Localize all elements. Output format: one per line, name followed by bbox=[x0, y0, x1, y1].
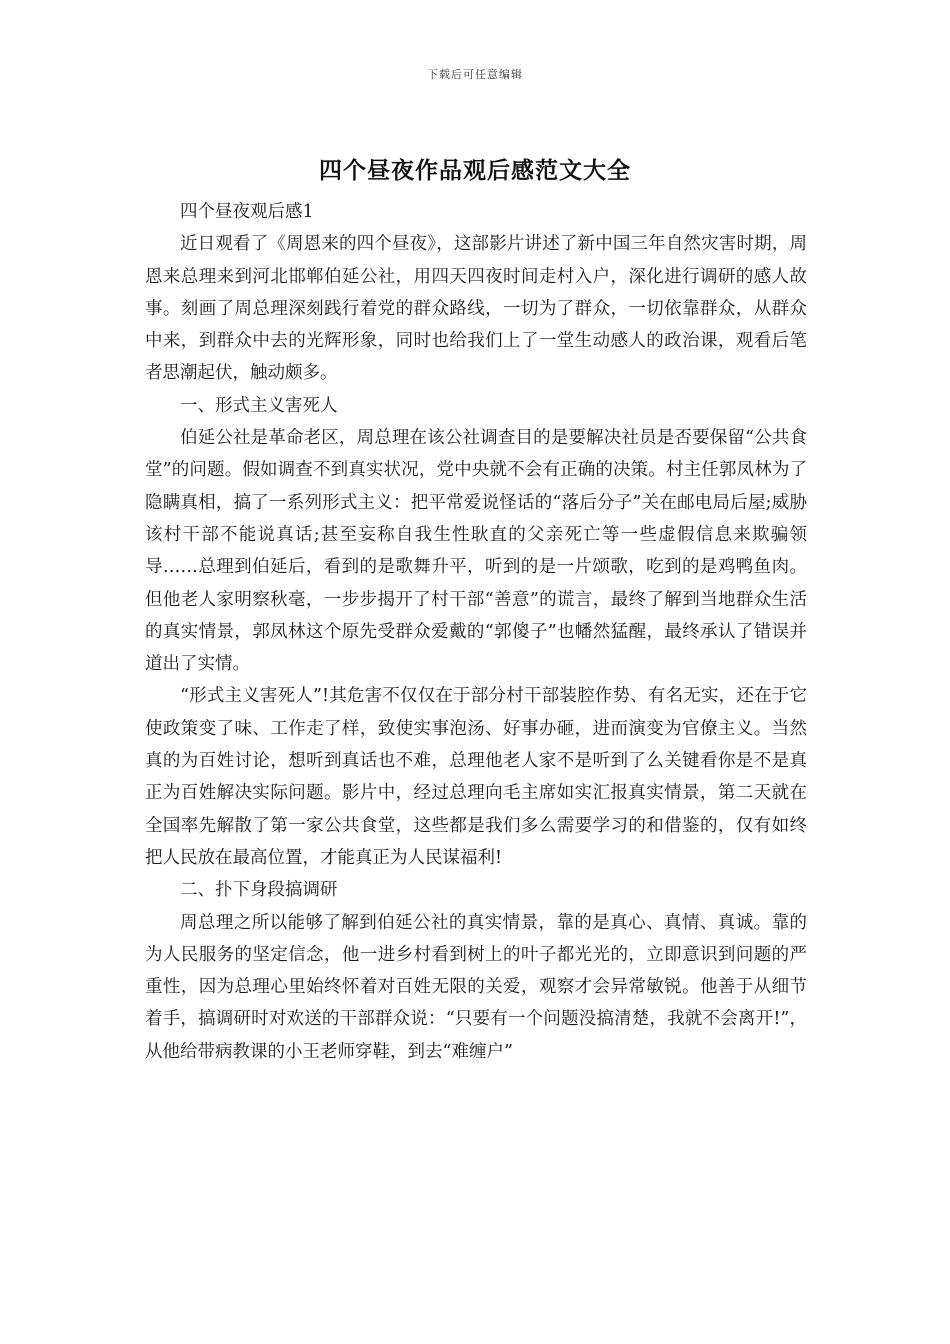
document-body bbox=[145, 196, 807, 1068]
body-paragraph: “形式主义害死人”!其危害不仅仅在于部分村干部装腔作势、有名无实，还在于它使政策变了味、工作走了样，致使实事泡汤、好事办砸，进而演变为官僚主义。当然真的为百姓讨论，想听到真话也不难，总理他老人家不是听到了么关键看你是不是真正为百姓解决实际问题。影片中，经过总理向毛主席如实汇报真实情景，第二天就在全国率先解散了第一家公共食堂，这些都是我们多么需要学习的和借鉴的，仅有如终把人民放在最高位置，才能真正为人民谋福利! bbox=[145, 686, 807, 868]
section-subtitle: 四个昼夜观后感1 bbox=[180, 202, 314, 222]
section-heading: 二、扑下身段搞调研 bbox=[180, 880, 338, 901]
body-paragraph: 伯延公社是革命老区，周总理在该公社调查目的是要解决社员是否要保留“公共食堂”的问题。假如调查不到真实状况，党中央就不会有正确的决策。村主任郭凤林为了隐瞒真相，搞了一系列形式主义：把平常爱说怪话的“落后分子”关在邮电局后屋;威胁该村干部不能说真话;甚至妄称自我生性耿直的父亲死亡等一些虚假信息来欺骗领导……总理到伯延后，看到的是歌舞升平，听到的是一片颂歌，吃到的是鸡鸭鱼肉。但他老人家明察秋毫，一步步揭开了村干部“善意”的谎言，最终了解到当地群众生活的真实情景，郭凤林这个原先受群众爱戴的“郭傻子”也幡然猛醒，最终承认了错误并道出了实情。 bbox=[145, 428, 807, 675]
body-paragraph: 周总理之所以能够了解到伯延公社的真实情景，靠的是真心、真情、真诚。靠的为人民服务的坚定信念，他一进乡村看到树上的叶子都光光的，立即意识到问题的严重性，因为总理心里始终怀着对百姓无限的关爱，观察才会异常敏锐。他善于从细节着手，搞调研时对欢送的干部群众说：“只要有一个问题没搞清楚，我就不会离开!”，从他给带病教课的小王老师穿鞋，到去“难缠户” bbox=[145, 912, 807, 1062]
section-heading: 一、形式主义害死人 bbox=[180, 395, 338, 416]
header-note: 下载后可任意编辑 bbox=[427, 68, 523, 81]
body-paragraph: 近日观看了《周恩来的四个昼夜》，这部影片讲述了新中国三年自然灾害时期，周恩来总理来到河北邯郸伯延公社，用四天四夜时间走村入户，深化进行调研的感人故事。刻画了周总理深刻践行着党的群众路线，一切为了群众，一切依靠群众，从群众中来，到群众中去的光辉形象，同时也给我们上了一堂生动感人的政治课，观看后笔者思潮起伏，触动颇多。 bbox=[145, 234, 807, 384]
document-title: 四个昼夜作品观后感范文大全 bbox=[319, 157, 631, 184]
